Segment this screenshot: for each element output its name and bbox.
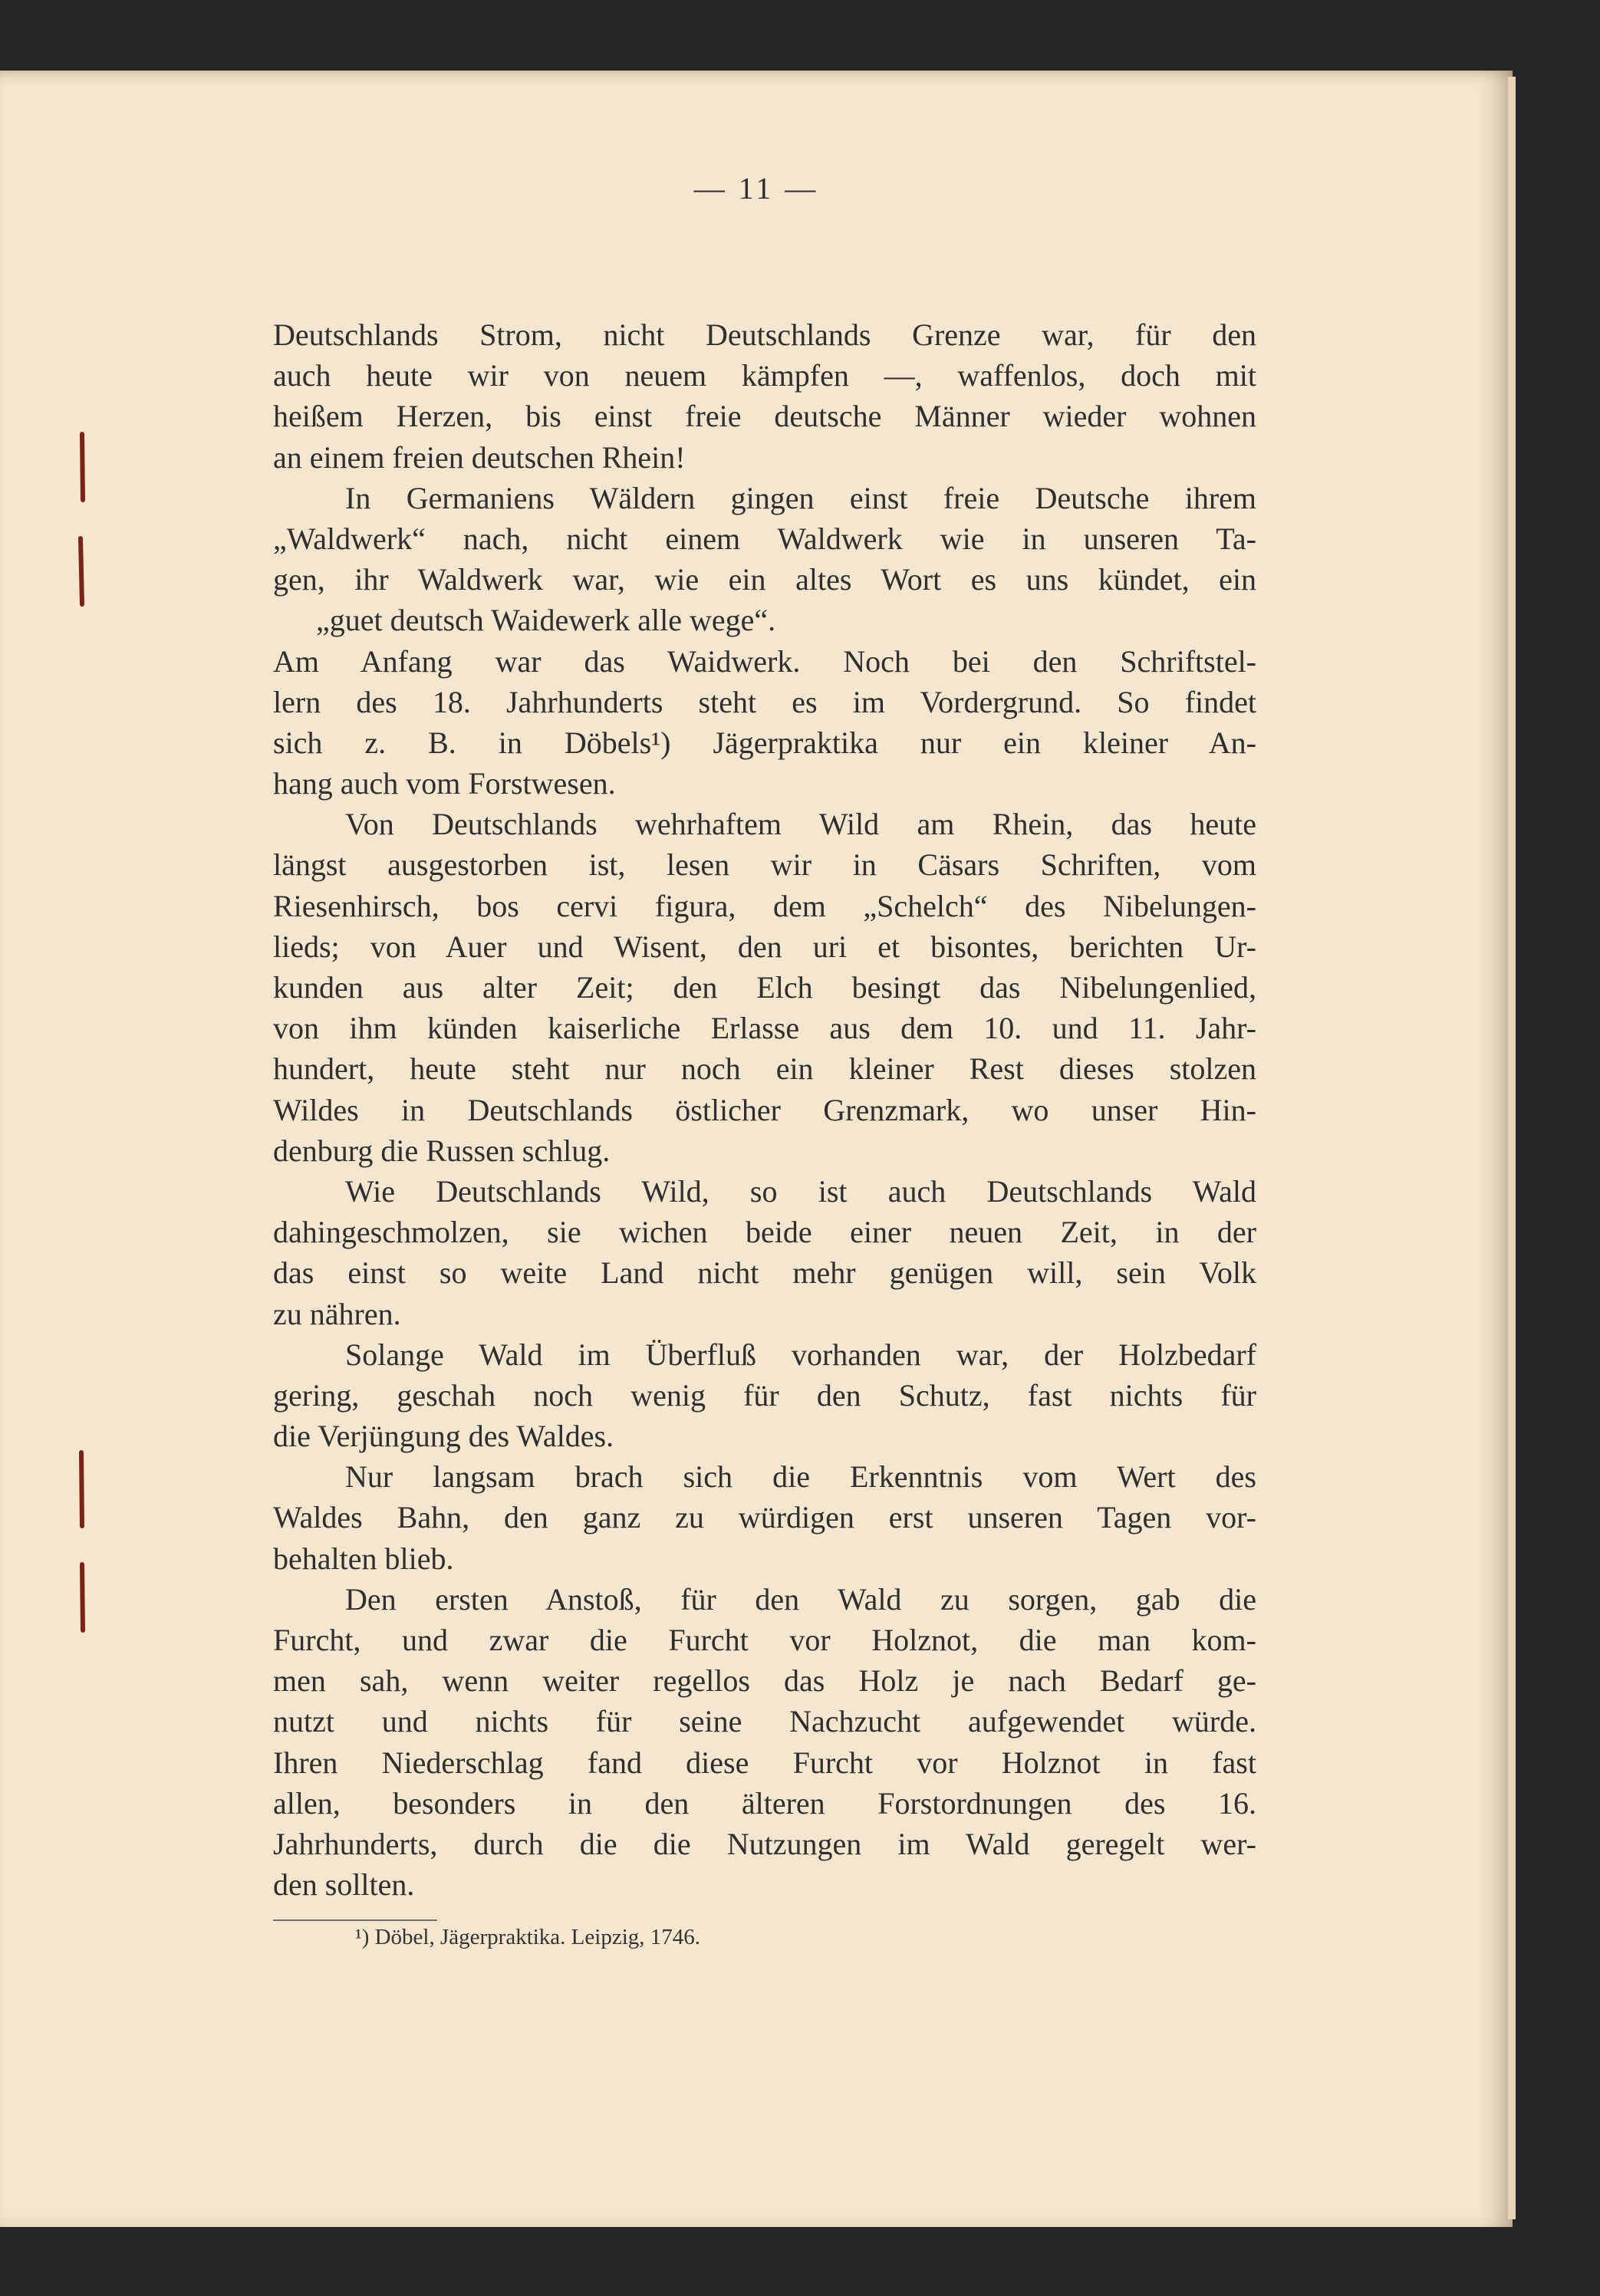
- text-line: hang auch vom Forstwesen.: [273, 766, 616, 801]
- text-line: kunden aus alter Zeit; den Elch besingt das Nibelungenlied,: [273, 970, 1256, 1005]
- text-line: „Waldwerk“ nach, nicht einem Waldwerk wie in unseren Ta-: [273, 521, 1256, 556]
- text-line: dahingeschmolzen, sie wichen beide einer neuen Zeit, in der: [273, 1215, 1256, 1250]
- text-line: von ihm künden kaiserliche Erlasse aus dem 10. und 11. Jahr-: [273, 1011, 1256, 1046]
- text-line: an einem freien deutschen Rhein!: [273, 439, 686, 475]
- text-line: Jahrhunderts, durch die die Nutzungen im Wald geregelt wer-: [273, 1826, 1256, 1861]
- text-line: behalten blieb.: [273, 1541, 454, 1576]
- text-line: In Germaniens Wäldern gingen einst freie Deutsche ihrem: [345, 480, 1256, 515]
- text-line: zu nähren.: [273, 1296, 401, 1331]
- text-line: lern des 18. Jahrhunderts steht es im Vordergrund. So findet: [273, 684, 1256, 719]
- text-line: Nur langsam brach sich die Erkenntnis vom Wert des: [345, 1459, 1256, 1495]
- footnote-rule: [273, 1919, 437, 1921]
- binding-thread-top: [74, 431, 91, 607]
- text-line: gering, geschah noch wenig für den Schutz, fast nichts für: [273, 1377, 1256, 1413]
- text-line: lieds; von Auer und Wisent, den uri et bisontes, berichten Ur-: [273, 929, 1256, 964]
- text-line: Riesenhirsch, bos cervi figura, dem „Schelch“ des Nibelungen-: [273, 888, 1256, 923]
- page-number: — 11 —: [693, 171, 819, 206]
- text-line: Deutschlands Strom, nicht Deutschlands Grenze war, für den: [273, 317, 1256, 352]
- text-line: Wildes in Deutschlands östlicher Grenzmark, wo unser Hin-: [273, 1092, 1256, 1127]
- text-line: men sah, wenn weiter regellos das Holz je nach Bedarf ge-: [273, 1663, 1256, 1699]
- text-line: Von Deutschlands wehrhaftem Wild am Rhein, das heute: [345, 807, 1256, 842]
- binding-thread-bottom: [74, 1449, 91, 1633]
- text-line: längst ausgestorben ist, lesen wir in Cäsars Schriften, vom: [273, 847, 1256, 883]
- body-text: [273, 314, 1256, 1905]
- text-line: hundert, heute steht nur noch ein kleiner Rest dieses stolzen: [273, 1051, 1256, 1087]
- text-line: Am Anfang war das Waidwerk. Noch bei den Schriftstel-: [273, 643, 1256, 679]
- text-line: allen, besonders in den älteren Forstordnungen des 16.: [273, 1785, 1256, 1821]
- text-line: Wie Deutschlands Wild, so ist auch Deutschlands Wald: [345, 1173, 1256, 1209]
- text-line: gen, ihr Waldwerk war, wie ein altes Wort es uns kündet, ein: [273, 562, 1256, 597]
- text-line: denburg die Russen schlug.: [273, 1133, 611, 1168]
- text-line: das einst so weite Land nicht mehr genügen will, sein Volk: [273, 1255, 1256, 1291]
- text-line: Solange Wald im Überfluß vorhanden war, der Holzbedarf: [345, 1337, 1256, 1372]
- text-line: auch heute wir von neuem kämpfen —, waffenlos, doch mit: [273, 358, 1256, 393]
- text-line: Den ersten Anstoß, für den Wald zu sorgen, gab die: [345, 1581, 1256, 1617]
- text-line: Waldes Bahn, den ganz zu würdigen erst unseren Tagen vor-: [273, 1500, 1256, 1535]
- page-edge: [1508, 77, 1516, 2219]
- text-line: Furcht, und zwar die Furcht vor Holznot, die man kom-: [273, 1623, 1256, 1657]
- text-line: „guet deutsch Waidewerk alle wege“.: [316, 603, 776, 638]
- text-line: nutzt und nichts für seine Nachzucht aufgewendet würde.: [273, 1704, 1256, 1739]
- text-line: Ihren Niederschlag fand diese Furcht vor Holznot in fast: [273, 1745, 1256, 1780]
- text-line: den sollten.: [273, 1867, 415, 1903]
- text-line: heißem Herzen, bis einst freie deutsche Männer wieder wohnen: [273, 399, 1256, 434]
- text-line: die Verjüngung des Waldes.: [273, 1419, 614, 1454]
- footnote: ¹) Döbel, Jägerpraktika. Leipzig, 1746.: [355, 1925, 700, 1949]
- text-line: sich z. B. in Döbels¹) Jägerpraktika nur ein kleiner An-: [273, 725, 1256, 760]
